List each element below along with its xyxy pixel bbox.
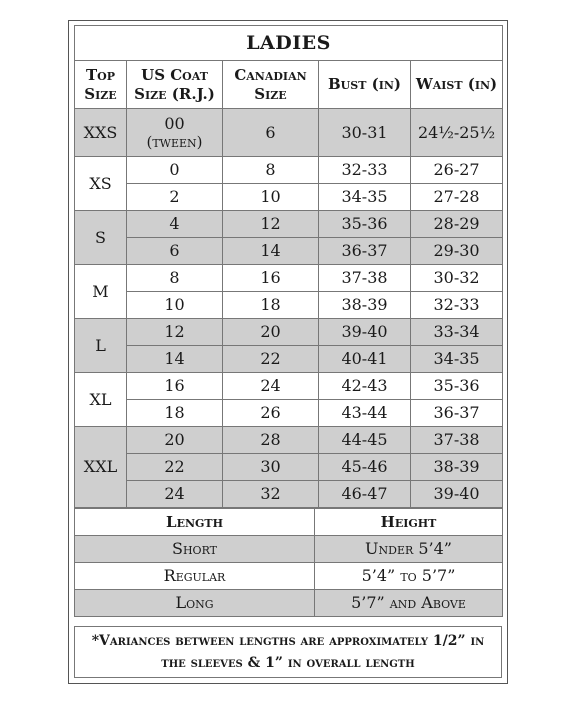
- waist-cell: 24½-25½: [411, 109, 503, 157]
- us-coat-cell: [127, 427, 223, 454]
- table-row: [75, 109, 503, 157]
- table-row: [75, 481, 503, 508]
- us-coat-cell: [127, 454, 223, 481]
- top-size-cell: S: [75, 211, 127, 265]
- note-line-1: *Variances between lengths are approximately 1/2” in: [91, 633, 485, 649]
- height-cell: 5’4” to 5’7”: [315, 563, 503, 590]
- us-coat-value: 20: [164, 430, 185, 449]
- table-row: [75, 536, 503, 563]
- waist-cell: 37-38: [411, 427, 503, 454]
- waist-cell: 29-30: [411, 238, 503, 265]
- canadian-cell: 32: [223, 481, 319, 508]
- waist-cell: 33-34: [411, 319, 503, 346]
- top-size-cell: XXS: [75, 109, 127, 157]
- waist-cell: 26-27: [411, 157, 503, 184]
- height-cell: 5’7” and Above: [315, 590, 503, 617]
- table-row: [75, 400, 503, 427]
- table-row: [75, 265, 503, 292]
- us-coat-cell: [127, 238, 223, 265]
- canadian-cell: 16: [223, 265, 319, 292]
- us-coat-value: 4: [169, 214, 180, 233]
- waist-cell: 34-35: [411, 346, 503, 373]
- header-canadian: Canadian Size: [223, 61, 319, 109]
- height-cell: Under 5’4”: [315, 536, 503, 563]
- length-cell: Regular: [75, 563, 315, 590]
- table-row: [75, 346, 503, 373]
- header-us-coat: US Coat Size (R.J.): [127, 61, 223, 109]
- bust-cell: 39-40: [319, 319, 411, 346]
- bust-cell: 34-35: [319, 184, 411, 211]
- us-coat-value: 0: [169, 160, 180, 179]
- canadian-cell: 22: [223, 346, 319, 373]
- us-coat-value: 16: [164, 376, 185, 395]
- table-row: [75, 184, 503, 211]
- canadian-cell: 6: [223, 109, 319, 157]
- us-coat-value: 00: [164, 113, 185, 133]
- top-size-cell: L: [75, 319, 127, 373]
- bust-cell: 38-39: [319, 292, 411, 319]
- bust-cell: 46-47: [319, 481, 411, 508]
- length-cell: Long: [75, 590, 315, 617]
- us-coat-cell: [127, 373, 223, 400]
- bust-cell: 40-41: [319, 346, 411, 373]
- us-coat-subtext: (tween): [146, 132, 203, 151]
- table-row: [75, 238, 503, 265]
- bust-cell: 42-43: [319, 373, 411, 400]
- bust-cell: 32-33: [319, 157, 411, 184]
- header-top-size: Top Size: [75, 61, 127, 109]
- bust-cell: 43-44: [319, 400, 411, 427]
- top-size-cell: XL: [75, 373, 127, 427]
- us-coat-cell: [127, 400, 223, 427]
- canadian-cell: 20: [223, 319, 319, 346]
- us-coat-value: 2: [169, 187, 180, 206]
- waist-cell: 39-40: [411, 481, 503, 508]
- us-coat-value: 14: [164, 349, 185, 368]
- page-title: LADIES: [75, 26, 503, 61]
- bust-cell: 37-38: [319, 265, 411, 292]
- table-row: [75, 427, 503, 454]
- us-coat-value: 22: [164, 457, 185, 476]
- waist-cell: 28-29: [411, 211, 503, 238]
- bust-cell: 44-45: [319, 427, 411, 454]
- us-coat-cell: [127, 265, 223, 292]
- waist-cell: 27-28: [411, 184, 503, 211]
- us-coat-value: 10: [164, 295, 185, 314]
- variance-note: [74, 626, 502, 678]
- table-row: [75, 319, 503, 346]
- size-chart: [74, 25, 502, 617]
- us-coat-cell: [127, 481, 223, 508]
- size-table: [74, 25, 503, 508]
- us-coat-value: 24: [164, 484, 185, 503]
- waist-cell: 35-36: [411, 373, 503, 400]
- header-height: Height: [315, 509, 503, 536]
- bust-cell: 35-36: [319, 211, 411, 238]
- us-coat-value: 6: [169, 241, 180, 260]
- table-row: [75, 373, 503, 400]
- us-coat-cell: [127, 109, 223, 157]
- us-coat-cell: [127, 292, 223, 319]
- canadian-cell: 24: [223, 373, 319, 400]
- header-bust: Bust (in): [319, 61, 411, 109]
- us-coat-value: 12: [164, 322, 185, 341]
- bust-cell: 30-31: [319, 109, 411, 157]
- table-row: [75, 211, 503, 238]
- us-coat-value: 8: [169, 268, 180, 287]
- note-line-2: the sleeves & 1” in overall length: [161, 655, 415, 671]
- us-coat-cell: [127, 319, 223, 346]
- us-coat-value: 18: [164, 403, 185, 422]
- canadian-cell: 28: [223, 427, 319, 454]
- length-table: [74, 508, 503, 617]
- table-row: [75, 563, 503, 590]
- waist-cell: 30-32: [411, 265, 503, 292]
- us-coat-cell: [127, 157, 223, 184]
- canadian-cell: 8: [223, 157, 319, 184]
- top-size-cell: XS: [75, 157, 127, 211]
- canadian-cell: 12: [223, 211, 319, 238]
- table-row: [75, 590, 503, 617]
- length-cell: Short: [75, 536, 315, 563]
- bust-cell: 36-37: [319, 238, 411, 265]
- canadian-cell: 30: [223, 454, 319, 481]
- size-body: [75, 109, 503, 508]
- us-coat-cell: [127, 184, 223, 211]
- waist-cell: 36-37: [411, 400, 503, 427]
- us-coat-cell: [127, 346, 223, 373]
- table-row: [75, 454, 503, 481]
- bust-cell: 45-46: [319, 454, 411, 481]
- us-coat-cell: [127, 211, 223, 238]
- top-size-cell: XXL: [75, 427, 127, 508]
- waist-cell: 32-33: [411, 292, 503, 319]
- canadian-cell: 14: [223, 238, 319, 265]
- top-size-cell: M: [75, 265, 127, 319]
- header-length: Length: [75, 509, 315, 536]
- table-row: [75, 292, 503, 319]
- canadian-cell: 10: [223, 184, 319, 211]
- table-row: [75, 157, 503, 184]
- canadian-cell: 18: [223, 292, 319, 319]
- header-waist: Waist (in): [411, 61, 503, 109]
- canadian-cell: 26: [223, 400, 319, 427]
- waist-cell: 38-39: [411, 454, 503, 481]
